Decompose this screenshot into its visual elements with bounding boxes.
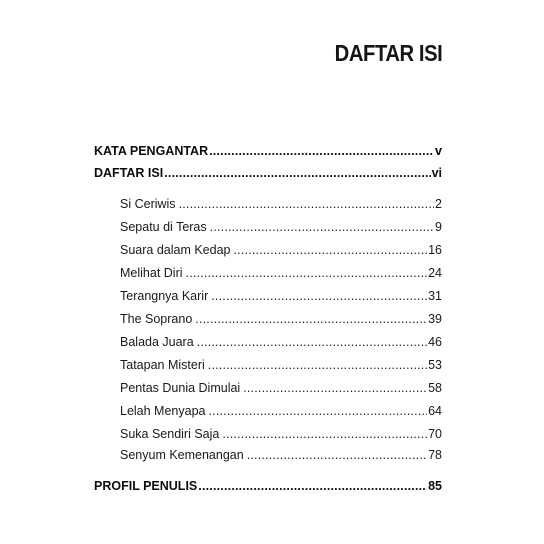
toc-entry-lelah-menyapa bbox=[120, 402, 442, 420]
toc-entry-page: 78 bbox=[428, 448, 442, 462]
dot-leader bbox=[208, 356, 427, 374]
dot-leader bbox=[222, 425, 427, 443]
toc-entry-label: Si Ceriwis bbox=[120, 197, 176, 211]
dot-leader bbox=[208, 402, 427, 420]
toc-entry-page: 46 bbox=[428, 335, 442, 349]
toc-entry-label: PROFIL PENULIS bbox=[94, 479, 198, 493]
dot-leader bbox=[243, 379, 427, 397]
toc-entry-label: Balada Juara bbox=[120, 335, 194, 349]
toc-entry-page: 24 bbox=[428, 266, 442, 280]
toc-entry-balada-juara bbox=[120, 333, 442, 351]
toc-entry-label: Tatapan Misteri bbox=[120, 358, 205, 372]
toc-entry-label: Terangnya Karir bbox=[120, 289, 209, 303]
toc-entry-kata-pengantar bbox=[94, 142, 442, 160]
toc-entry-melihat-diri bbox=[120, 264, 442, 282]
toc-entry-label: KATA PENGANTAR bbox=[94, 144, 209, 158]
toc-entry-profil-penulis bbox=[94, 477, 442, 495]
dot-leader bbox=[195, 310, 427, 328]
toc-entry-label: The Soprano bbox=[120, 312, 193, 326]
toc-entry-label: DAFTAR ISI bbox=[94, 166, 164, 180]
dot-leader bbox=[197, 333, 427, 351]
toc-entry-label: Melihat Diri bbox=[120, 266, 183, 280]
toc-entry-terangnya-karir bbox=[120, 287, 442, 305]
dot-leader bbox=[211, 287, 427, 305]
toc-entry-suara-dalam-kedap bbox=[120, 241, 442, 259]
toc-entry-si-ceriwis bbox=[120, 195, 442, 213]
toc-entry-label: Lelah Menyapa bbox=[120, 404, 206, 418]
page-title: DAFTAR ISI bbox=[334, 40, 442, 66]
dot-leader bbox=[247, 446, 427, 464]
toc-entry-page: 2 bbox=[435, 197, 442, 211]
toc-entry-label: Suara dalam Kedap bbox=[120, 243, 231, 257]
toc-entry-page: 58 bbox=[428, 381, 442, 395]
toc-entry-page: v bbox=[435, 144, 442, 158]
toc-entry-page: 39 bbox=[428, 312, 442, 326]
dot-leader bbox=[234, 241, 428, 259]
toc-entry-label: Sepatu di Teras bbox=[120, 220, 207, 234]
toc-entry-label: Senyum Kemenangan bbox=[120, 448, 244, 462]
dot-leader bbox=[210, 218, 434, 236]
toc-entry-page: 85 bbox=[428, 479, 442, 493]
dot-leader bbox=[186, 264, 428, 282]
dot-leader bbox=[164, 164, 430, 182]
toc-entry-sepatu-di-teras bbox=[120, 218, 442, 236]
toc-entry-page: 70 bbox=[428, 427, 442, 441]
toc-entry-daftar-isi bbox=[94, 164, 442, 182]
toc-entry-label: Suka Sendiri Saja bbox=[120, 427, 220, 441]
dot-leader bbox=[209, 142, 434, 160]
toc-entry-label: Pentas Dunia Dimulai bbox=[120, 381, 241, 395]
toc-entry-suka-sendiri-saja bbox=[120, 425, 442, 443]
toc-entry-the-soprano bbox=[120, 310, 442, 328]
toc-entry-tatapan-misteri bbox=[120, 356, 442, 374]
toc-entry-pentas-dunia-dimulai bbox=[120, 379, 442, 397]
dot-leader bbox=[198, 477, 427, 495]
toc-entry-page: 64 bbox=[428, 404, 442, 418]
dot-leader bbox=[179, 195, 434, 213]
toc-entry-page: 31 bbox=[428, 289, 442, 303]
toc-entry-page: vi bbox=[431, 166, 442, 180]
toc-entry-page: 9 bbox=[435, 220, 442, 234]
toc-entry-page: 53 bbox=[428, 358, 442, 372]
toc-entry-page: 16 bbox=[428, 243, 442, 257]
toc-entry-senyum-kemenangan bbox=[120, 446, 442, 464]
